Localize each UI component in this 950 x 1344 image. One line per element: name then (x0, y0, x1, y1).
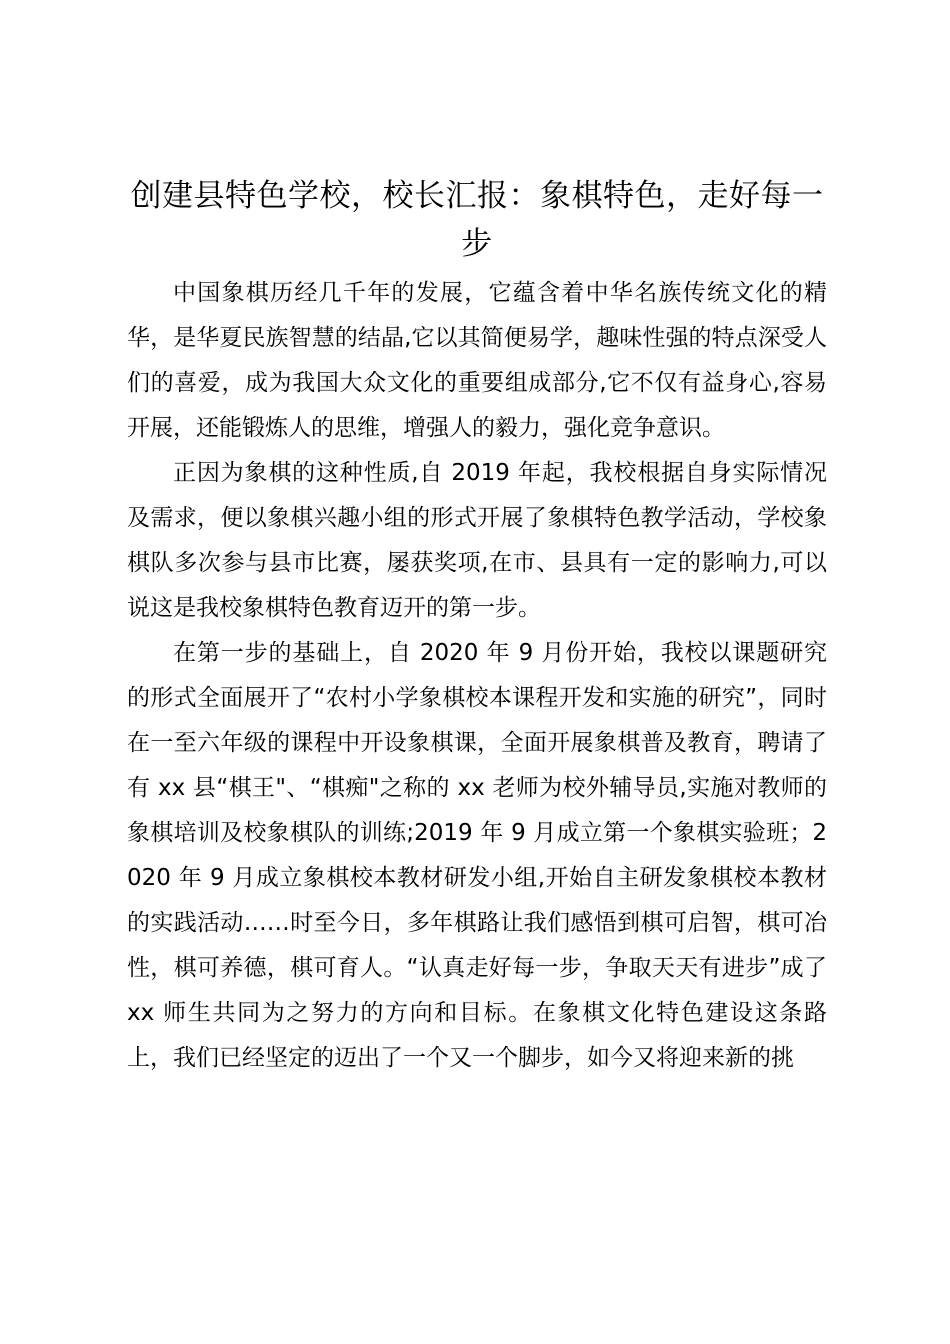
paragraph-first-step: 正因为象棋的这种性质,自 2019 年起，我校根据自身实际情况及需求，便以象棋兴趣小组的形式开展了象棋特色教学活动，学校象棋队多次参与县市比赛，屡获奖项,在市、县具有一定的影响力,可以说这是我校象棋特色教育迈开的第一步。 (127, 460, 827, 621)
document-page (127, 172, 827, 1081)
paragraph-intro: 中国象棋历经几千年的发展，它蕴含着中华名族传统文化的精华，是华夏民族智慧的结晶,它以其简便易学，趣味性强的特点深受人们的喜爱，成为我国大众文化的重要组成部分,它不仅有益身心,容易开展，还能锻炼人的思维，增强人的毅力，强化竞争意识。 (127, 280, 827, 441)
paragraph-development: 在第一步的基础上，自 2020 年 9 月份开始，我校以课题研究的形式全面展开了“农村小学象棋校本课程开发和实施的研究”，同时在一至六年级的课程中开设象棋课，全面开展象棋普及教育，聘请了有 xx 县“棋王"、“棋痴"之称的 xx 老师为校外辅导员,实施对教师的象棋培训及校象棋队的训练;2019 年 9 月成立第一个象棋实验班；2020 年 9 月成立象棋校本教材研发小组,开始自主研发象棋校本教材的实践活动……时至今日，多年棋路让我们感悟到棋可启智，棋可冶性，棋可养德，棋可育人。“认真走好每一步，争取天天有进步”成了 xx 师生共同为之努力的方向和目标。在象棋文化特色建设这条路上，我们已经坚定的迈出了一个又一个脚步，如今又将迎来新的挑 (127, 640, 827, 1071)
document-title: 创建县特色学校，校长汇报：象棋特色，走好每一步 (130, 178, 824, 262)
document-body (127, 271, 827, 1081)
